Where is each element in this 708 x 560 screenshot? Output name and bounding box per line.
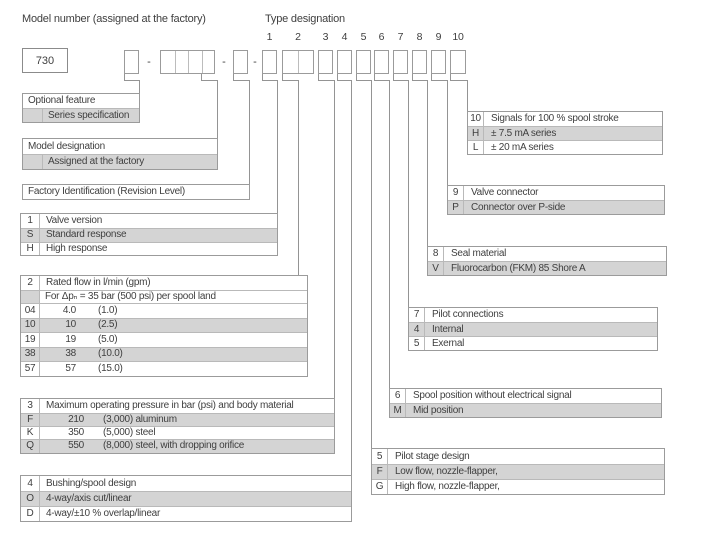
table-title: Pilot stage design (395, 450, 470, 462)
row-label: (5,000) steel (103, 427, 156, 439)
row-label: (2.5) (98, 319, 118, 331)
row-label: (8,000) steel, with dropping orifice (103, 440, 245, 452)
row-code: 10 (21, 319, 40, 333)
table-row (21, 439, 334, 452)
row-code: Q (21, 440, 40, 452)
row-code: L (468, 141, 484, 154)
row-label: Low flow, nozzle-flapper, (395, 466, 498, 477)
table-row (448, 200, 664, 214)
row-code: D (21, 507, 40, 521)
table-header-row (23, 185, 249, 199)
table-header-row (448, 186, 664, 200)
row-code: P (448, 201, 464, 214)
table-header-row (468, 112, 662, 126)
row-label: Connector over P-side (471, 201, 566, 213)
table-rated-flow (20, 275, 308, 377)
table-title: Spool position without electrical signal (413, 390, 572, 401)
connector-line (356, 80, 372, 81)
table-title: Model designation (28, 140, 105, 152)
table-header-row (21, 276, 307, 290)
row-value: 10 (65, 319, 76, 331)
table-title: Rated flow in l/min (gpm) (46, 276, 151, 288)
row-code: V (428, 262, 444, 275)
table-title: Factory Identification (Revision Level) (28, 186, 185, 197)
connector-line (217, 80, 218, 138)
connector-line (371, 80, 372, 448)
table-row (428, 261, 666, 275)
type-number-2: 2 (295, 31, 301, 43)
table-header-row (23, 139, 217, 154)
table-header-row (21, 214, 277, 228)
table-number: 10 (468, 112, 484, 126)
table-header-row (23, 94, 139, 108)
connector-line (431, 80, 448, 81)
connector-line (412, 80, 428, 81)
table-row (372, 479, 664, 494)
row-value: 38 (65, 348, 76, 360)
connector-line (124, 80, 140, 81)
table-max-pressure (20, 398, 335, 454)
table-row (372, 464, 664, 479)
row-code: F (372, 465, 388, 479)
row-label: High flow, nozzle-flapper, (395, 481, 500, 492)
type-code-box-7 (393, 50, 408, 74)
table-row (468, 140, 662, 154)
row-code: S (21, 229, 40, 242)
table-pilot-connections (408, 307, 658, 351)
row-label: Fluorocarbon (FKM) 85 Shore A (451, 262, 586, 274)
row-code: K (21, 427, 40, 439)
connector-line (393, 80, 409, 81)
row-code: 19 (21, 333, 40, 347)
row-label: Standard response (46, 229, 127, 241)
row-label: (15.0) (98, 362, 123, 374)
table-number: 7 (409, 308, 425, 322)
row-code: 5 (409, 337, 425, 350)
table-title: Valve connector (471, 187, 539, 198)
row-code: H (21, 243, 40, 256)
type-number-8: 8 (416, 31, 423, 43)
row-label: Exernal (432, 337, 465, 349)
model-number-box: 730 (22, 48, 68, 73)
type-code-box-1 (262, 50, 277, 74)
type-number-4: 4 (341, 31, 348, 43)
connector-line (334, 80, 335, 398)
table-row (21, 332, 307, 347)
table-row (409, 336, 657, 350)
table-bushing-spool-design (20, 475, 352, 522)
table-row (21, 426, 334, 439)
row-label: Assigned at the factory (48, 156, 144, 167)
type-number-6: 6 (378, 31, 385, 43)
type-code-box-9 (431, 50, 446, 74)
row-code (21, 291, 40, 304)
row-code: F (21, 414, 40, 426)
table-title: Seal material (451, 248, 507, 259)
table-model-designation (22, 138, 218, 170)
group-divider (298, 51, 299, 73)
row-label: ± 20 mA series (491, 141, 554, 153)
table-row (21, 491, 351, 506)
row-label: 4-way/axis cut/linear (46, 493, 132, 504)
type-number-9: 9 (435, 31, 442, 43)
table-title: Bushing/spool design (46, 477, 137, 489)
table-spool-position (389, 388, 662, 418)
table-row (21, 228, 277, 242)
type-code-box-3 (318, 50, 333, 74)
row-value: 19 (65, 333, 76, 345)
row-value: 57 (65, 362, 76, 374)
table-optional-feature (22, 93, 140, 123)
table-row (390, 403, 661, 417)
table-pilot-stage-design (371, 448, 665, 495)
table-signals-spool-stroke (467, 111, 663, 155)
optional-feature-box (124, 50, 139, 74)
table-row (468, 126, 662, 140)
connector-line (389, 80, 390, 388)
dash-separator: - (147, 56, 151, 68)
row-code: 04 (21, 304, 40, 318)
table-header-row (428, 247, 666, 261)
row-code: 4 (409, 323, 425, 336)
table-title: Optional feature (28, 95, 96, 106)
table-row (21, 347, 307, 362)
group-divider (188, 51, 189, 73)
table-number: 4 (21, 476, 40, 491)
connector-line (249, 80, 250, 184)
type-code-box-4 (337, 50, 352, 74)
table-factory-identification (22, 184, 250, 200)
row-value: 4.0 (62, 304, 76, 316)
type-designation-label: Type designation (265, 13, 345, 25)
connector-line (467, 80, 468, 111)
connector-line (427, 80, 428, 246)
row-label: For Δpₙ = 35 bar (500 psi) per spool land (45, 290, 216, 302)
row-value: 210 (68, 413, 84, 425)
dash-separator: - (222, 56, 226, 68)
type-number-5: 5 (360, 31, 367, 43)
group-divider (175, 51, 176, 73)
row-code: H (468, 127, 484, 140)
table-title: Maximum operating pressure in bar (psi) and body material (46, 399, 294, 411)
table-title: Pilot connections (432, 309, 504, 320)
table-number: 6 (390, 389, 406, 403)
table-header-row (21, 476, 351, 491)
row-label: Series specification (48, 109, 130, 121)
connector-line (351, 80, 352, 475)
table-row (21, 318, 307, 333)
row-code: G (372, 480, 388, 494)
row-code: 57 (21, 362, 40, 376)
table-title: Signals for 100 % spool stroke (491, 113, 619, 124)
table-valve-version (20, 213, 278, 256)
table-number: 5 (372, 449, 388, 464)
row-code: 38 (21, 348, 40, 362)
model-number-label: Model number (assigned at the factory) (22, 13, 206, 25)
row-label: (10.0) (98, 348, 123, 360)
connector-line (201, 80, 218, 81)
type-code-box-5 (356, 50, 371, 74)
connector-line (262, 80, 278, 81)
table-row (21, 242, 277, 256)
connector-line (139, 80, 140, 93)
row-value: 550 (68, 440, 84, 452)
type-number-7: 7 (397, 31, 404, 43)
table-header-row (409, 308, 657, 322)
table-row (21, 303, 307, 318)
dash-separator: - (253, 56, 257, 68)
row-label: (3,000) aluminum (103, 413, 177, 425)
row-code (23, 155, 43, 169)
table-row (21, 290, 307, 304)
row-value: 350 (68, 427, 84, 439)
table-seal-material (427, 246, 667, 276)
type-code-box-2 (282, 50, 314, 74)
table-header-row (372, 449, 664, 464)
table-number: 2 (21, 276, 40, 290)
table-number: 1 (21, 214, 40, 228)
model-designation-box-group (160, 50, 215, 74)
table-header-row (21, 399, 334, 413)
connector-line (277, 80, 278, 213)
type-number-3: 3 (322, 31, 329, 43)
row-code: O (21, 492, 40, 506)
table-row (21, 413, 334, 426)
table-row (409, 322, 657, 336)
table-number: 9 (448, 186, 464, 200)
group-divider (202, 51, 203, 73)
factory-identification-box (233, 50, 248, 74)
table-valve-connector (447, 185, 665, 215)
type-code-box-8 (412, 50, 427, 74)
connector-line (337, 80, 352, 81)
connector-line (282, 80, 299, 81)
row-label: ± 7.5 mA series (491, 127, 557, 139)
row-label: High response (46, 242, 108, 254)
table-header-row (390, 389, 661, 403)
row-label: Internal (432, 323, 464, 335)
row-label: 4-way/±10 % overlap/linear (46, 508, 161, 519)
connector-line (408, 80, 409, 307)
table-title: Valve version (46, 215, 103, 226)
connector-line (233, 80, 250, 81)
row-code (23, 109, 43, 122)
table-row (21, 506, 351, 521)
row-label: Mid position (413, 404, 464, 416)
table-row (21, 361, 307, 376)
type-number-1: 1 (266, 31, 273, 43)
row-label: (1.0) (98, 304, 118, 316)
row-code: M (390, 404, 406, 417)
table-number: 3 (21, 399, 40, 413)
row-label: (5.0) (98, 333, 118, 345)
table-row (23, 108, 139, 122)
table-number: 8 (428, 247, 444, 261)
connector-line (318, 80, 335, 81)
connector-line (298, 80, 299, 275)
type-code-box-6 (374, 50, 389, 74)
type-code-box-10 (450, 50, 466, 74)
table-row (23, 154, 217, 169)
connector-line (374, 80, 390, 81)
connector-line (450, 80, 468, 81)
connector-line (447, 80, 448, 185)
type-number-10: 10 (452, 31, 464, 43)
